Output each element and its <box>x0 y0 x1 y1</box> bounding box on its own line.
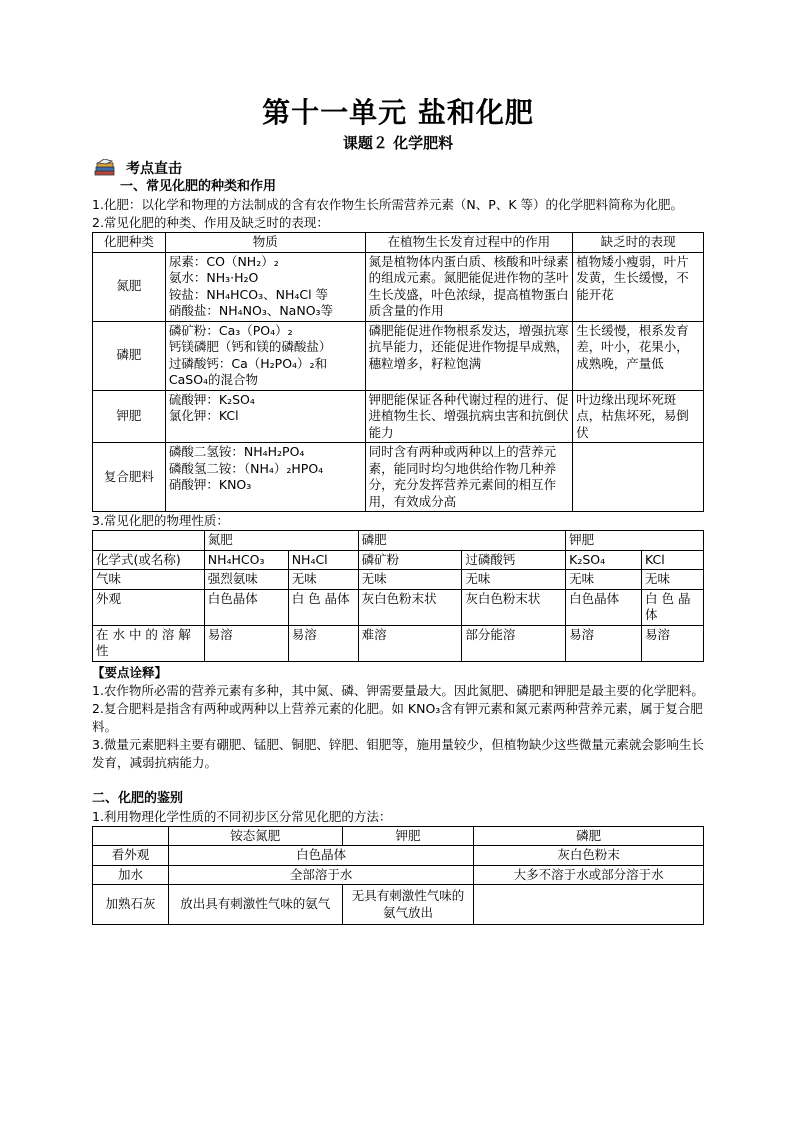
table-header-cell: 化肥种类 <box>93 233 166 253</box>
table-cell: 无味 <box>288 570 358 590</box>
table-cell: 强烈氨味 <box>204 570 288 590</box>
substance-line: 硫酸钾：K₂SO₄ <box>168 391 255 407</box>
empty-cell <box>93 531 205 551</box>
table-cell: 白 色 晶体 <box>288 589 358 625</box>
table-header-cell: 物质 <box>165 233 365 253</box>
books-icon <box>94 159 116 177</box>
role-cell: 钾肥能保证各种代谢过程的进行、促进植物生长、增强抗病虫害和抗倒伏能力 <box>365 390 573 443</box>
page-title: 第十一单元 盐和化肥 <box>262 96 534 129</box>
substance-line: 尿素：CO（NH₂）₂ <box>168 253 279 269</box>
substance-line: 硝酸钾：KNO₃ <box>168 477 252 492</box>
group-header-cell: 磷肥 <box>358 531 566 551</box>
deficiency-cell: 叶边缘出现坏死斑点，枯焦坏死，易倒伏 <box>573 390 704 443</box>
table-cell: KCl <box>642 550 704 570</box>
table-header-cell: 在植物生长发育过程中的作用 <box>365 233 573 253</box>
document-page <box>92 96 704 925</box>
table-row <box>93 885 704 925</box>
substances-cell <box>165 321 365 390</box>
row-label-cell: 在 水 中 的 溶 解性 <box>93 625 205 661</box>
role-cell: 磷肥能促进作物根系发达，增强抗寒抗旱能力，还能促进作物提早成熟，穗粒增多，籽粒饱满 <box>365 321 573 390</box>
key-point-item: 2.复合肥料是指含有两种或两种以上营养元素的化肥。如 KNO₃含有钾元素和氮元素两种营养元素，属于复合肥料。 <box>92 700 703 734</box>
deficiency-cell: 植物矮小瘦弱，叶片发黄，生长缓慢，不能开花 <box>573 252 704 321</box>
section1-paragraph-3: 3.常见化肥的物理性质： <box>92 513 229 528</box>
deficiency-cell: 生长缓慢，根系发育差，叶小，花果小，成熟晚，产量低 <box>573 321 704 390</box>
key-points-heading: 【要点诠释】 <box>92 664 168 680</box>
kaodian-title: 考点直击 <box>126 161 182 177</box>
table-header-cell: 磷肥 <box>474 826 704 846</box>
empty-cell <box>93 826 169 846</box>
substance-line: 氯化钾：KCl <box>168 408 239 423</box>
group-header-cell: 氮肥 <box>204 531 358 551</box>
fertilizer-types-table <box>92 232 704 512</box>
row-label-cell: 加水 <box>93 865 169 885</box>
table-header-cell: 钾肥 <box>342 826 474 846</box>
substances-cell <box>165 390 365 443</box>
table-cell: 无味 <box>642 570 704 590</box>
row-label-cell: 看外观 <box>93 846 169 866</box>
identification-table <box>92 826 704 926</box>
table-cell: 无味 <box>462 570 566 590</box>
table-cell: 灰白色粉末状 <box>462 589 566 625</box>
substances-cell <box>165 443 365 512</box>
substance-line: 钙镁磷肥（钙和镁的磷酸盐） <box>168 339 332 354</box>
substances-cell <box>165 252 365 321</box>
merged-cell: 白色晶体 <box>168 846 473 866</box>
table-cell: 易溶 <box>204 625 288 661</box>
table-row <box>93 846 704 866</box>
table-row <box>93 865 704 885</box>
table-header-row <box>93 826 704 846</box>
table-header-cell: 铵态氮肥 <box>168 826 342 846</box>
table-cell: 放出具有刺激性气味的氨气 <box>168 885 342 925</box>
substance-line: 硝酸盐：NH₄NO₃、NaNO₃等 <box>168 303 334 318</box>
fertilizer-type-cell: 复合肥料 <box>93 443 166 512</box>
table-cell: 无味 <box>566 570 642 590</box>
role-cell: 氮是植物体内蛋白质、核酸和叶绿素的组成元素。氮肥能促进作物的茎叶生长茂盛，叶色浓绿，提高植物蛋白质含量的作用 <box>365 252 573 321</box>
table-cell: 灰白色粉末状 <box>358 589 462 625</box>
table-cell <box>474 885 704 925</box>
table-cell: 无味 <box>358 570 462 590</box>
kaodian-header <box>92 158 704 178</box>
table-cell: 部分能溶 <box>462 625 566 661</box>
section1-heading: 一、常见化肥的种类和作用 <box>120 179 277 194</box>
table-cell: 大多不溶于水或部分溶于水 <box>474 865 704 885</box>
table-cell: NH₄HCO₃ <box>204 550 288 570</box>
table-cell: K₂SO₄ <box>566 550 642 570</box>
table-row <box>93 625 704 661</box>
table-cell: 白 色 晶体 <box>642 589 704 625</box>
table-row <box>93 570 704 590</box>
substance-line: 磷矿粉：Ca₃（PO₄）₂ <box>168 322 293 338</box>
deficiency-cell <box>573 443 704 512</box>
page-subtitle: 课题２ 化学肥料 <box>342 134 454 152</box>
row-label-cell: 外观 <box>93 589 205 625</box>
row-label-cell: 加熟石灰 <box>93 885 169 925</box>
table-cell: 过磷酸钙 <box>462 550 566 570</box>
fertilizer-type-cell: 钾肥 <box>93 390 166 443</box>
key-point-item: 3.微量元素肥料主要有硼肥、锰肥、铜肥、锌肥、钼肥等，施用量较少，但植物缺少这些微量元素就会影响生长发育，减弱抗病能力。 <box>92 736 704 770</box>
table-row <box>93 321 704 390</box>
fertilizer-type-cell: 氮肥 <box>93 252 166 321</box>
table-header-cell: 缺乏时的表现 <box>573 233 704 253</box>
table-cell: 难溶 <box>358 625 462 661</box>
table-row <box>93 589 704 625</box>
substance-line: 过磷酸钙：Ca（H₂PO₄）₂和CaSO₄的混合物 <box>168 355 328 387</box>
table-header-row <box>93 531 704 551</box>
table-row <box>93 390 704 443</box>
table-cell: NH₄Cl <box>288 550 358 570</box>
table-cell: 磷矿粉 <box>358 550 462 570</box>
merged-cell: 全部溶于水 <box>168 865 473 885</box>
table-cell: 易溶 <box>288 625 358 661</box>
table-header-row <box>93 233 704 253</box>
table-cell: 白色晶体 <box>566 589 642 625</box>
group-header-cell: 钾肥 <box>566 531 704 551</box>
row-label-cell: 气味 <box>93 570 205 590</box>
key-point-item: 1.农作物所必需的营养元素有多种，其中氮、磷、钾需要量最大。因此氮肥、磷肥和钾肥是最主要的化学肥料。 <box>92 682 704 698</box>
table-cell: 白色晶体 <box>204 589 288 625</box>
section2-paragraph-1: 1.利用物理化学性质的不同初步区分常见化肥的方法： <box>92 808 392 824</box>
table-row <box>93 550 704 570</box>
table-cell: 灰白色粉末 <box>474 846 704 866</box>
physical-properties-table <box>92 530 704 662</box>
row-label-cell: 化学式(或名称) <box>93 550 205 570</box>
substance-line: 铵盐：NH₄HCO₃、NH₄Cl 等 <box>168 286 329 302</box>
substance-line: 磷酸氢二铵：（NH₄）₂HPO₄ <box>168 460 324 476</box>
fertilizer-type-cell: 磷肥 <box>93 321 166 390</box>
table-row <box>93 443 704 512</box>
substance-line: 氨水：NH₃·H₂O <box>168 270 259 285</box>
section1-paragraph-2: 2.常见化肥的种类、作用及缺乏时的表现： <box>92 215 329 230</box>
table-row <box>93 252 704 321</box>
section1-paragraph-1: 1.化肥：以化学和物理的方法制成的含有农作物生长所需营养元素（N、P、K 等）的化学肥料简称为化肥。 <box>92 197 683 212</box>
section2-heading: 二、化肥的鉴别 <box>92 790 184 806</box>
table-cell: 易溶 <box>642 625 704 661</box>
table-cell: 易溶 <box>566 625 642 661</box>
substance-line: 磷酸二氢铵：NH₄H₂PO₄ <box>168 444 305 459</box>
table-cell: 无具有刺激性气味的氨气放出 <box>342 885 474 925</box>
role-cell: 同时含有两种或两种以上的营养元素，能同时均匀地供给作物几种养分，充分发挥营养元素间的相互作用，有效成分高 <box>365 443 573 512</box>
